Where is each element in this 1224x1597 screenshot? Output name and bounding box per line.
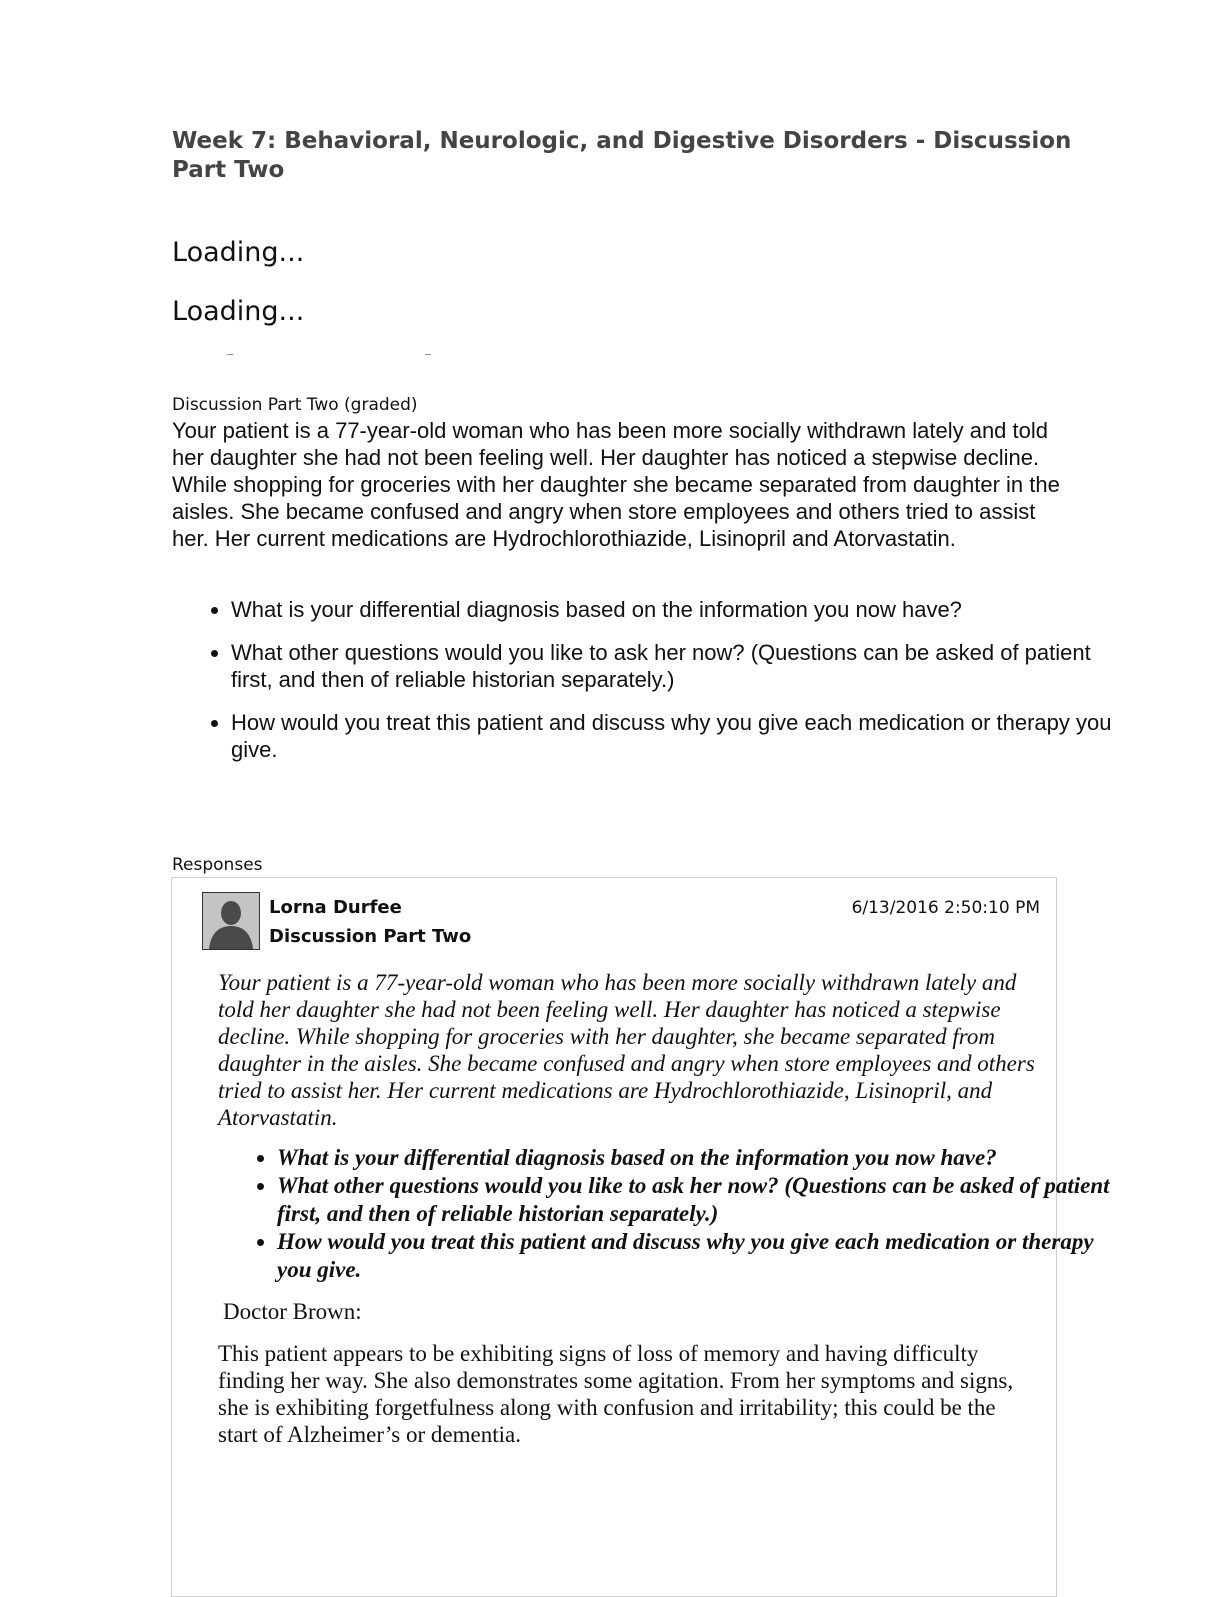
question-item: • What is your differential diagnosis based on the information you now have? <box>231 596 1131 623</box>
post-body: This patient appears to be exhibiting signs of loss of memory and having difficulty finding her way. She also demonstrates some agitation. From her symptoms and signs, she is exhibiting forgetfulness along with confusion and irritability; this could be the start of Alzheimer’s or dementia. <box>218 1341 1014 1447</box>
discussion-questions <box>172 596 1131 779</box>
divider <box>227 354 233 355</box>
quoted-question-item: • What is your differential diagnosis based on the information you now have? <box>277 1144 1112 1172</box>
post-salutation: Doctor Brown: <box>223 1299 362 1324</box>
question-item: • What other questions would you like to ask her now? (Questions can be asked of patient first, and then of reliable historian separately.) <box>231 639 1131 693</box>
question-item: • How would you treat this patient and discuss why you give each medication or therapy you give. <box>231 709 1131 763</box>
loading-indicator: Loading... <box>172 237 305 268</box>
quoted-prompt: Your patient is a 77-year-old woman who has been more socially withdrawn lately and told her daughter she had not been feeling well. Her daughter has noticed a stepwise decline. While shopping for groceries with her daughter, she became separated from daughter in the aisles. She became confused and angry when store employees and others tried to assist her. Her current medications are Hydrochlorothiazide, Lisinopril, and Atorvastatin. <box>218 970 1035 1130</box>
responses-label: Responses <box>172 855 263 875</box>
post-timestamp: 6/13/2016 2:50:10 PM <box>851 898 1040 918</box>
discussion-prompt: Your patient is a 77-year-old woman who has been more socially withdrawn lately and told her daughter she had not been feeling well. Her daughter has noticed a stepwise decline. While shopping for groceries with her daughter she became separated from daughter in the aisles. She became confused and angry when store employees and others tried to assist her. Her current medications are Hydrochlorothiazide, Lisinopril and Atorvastatin. <box>172 418 1060 551</box>
post-subject[interactable]: Discussion Part Two <box>269 926 472 947</box>
author-name[interactable]: Lorna Durfee <box>269 897 402 918</box>
quoted-question-item: • What other questions would you like to ask her now? (Questions can be asked of patient first, and then of reliable historian separately.) <box>277 1172 1112 1228</box>
user-silhouette-icon[interactable] <box>202 892 260 950</box>
quoted-question-item: • How would you treat this patient and discuss why you give each medication or therapy you give. <box>277 1228 1112 1284</box>
page-title: Week 7: Behavioral, Neurologic, and Digestive Disorders - Discussion Part Two <box>172 128 1072 183</box>
divider <box>425 354 431 355</box>
quoted-questions <box>218 1144 1112 1284</box>
discussion-label: Discussion Part Two (graded) <box>172 395 418 415</box>
response-post <box>171 877 1110 1597</box>
loading-indicator: Loading... <box>172 296 305 327</box>
